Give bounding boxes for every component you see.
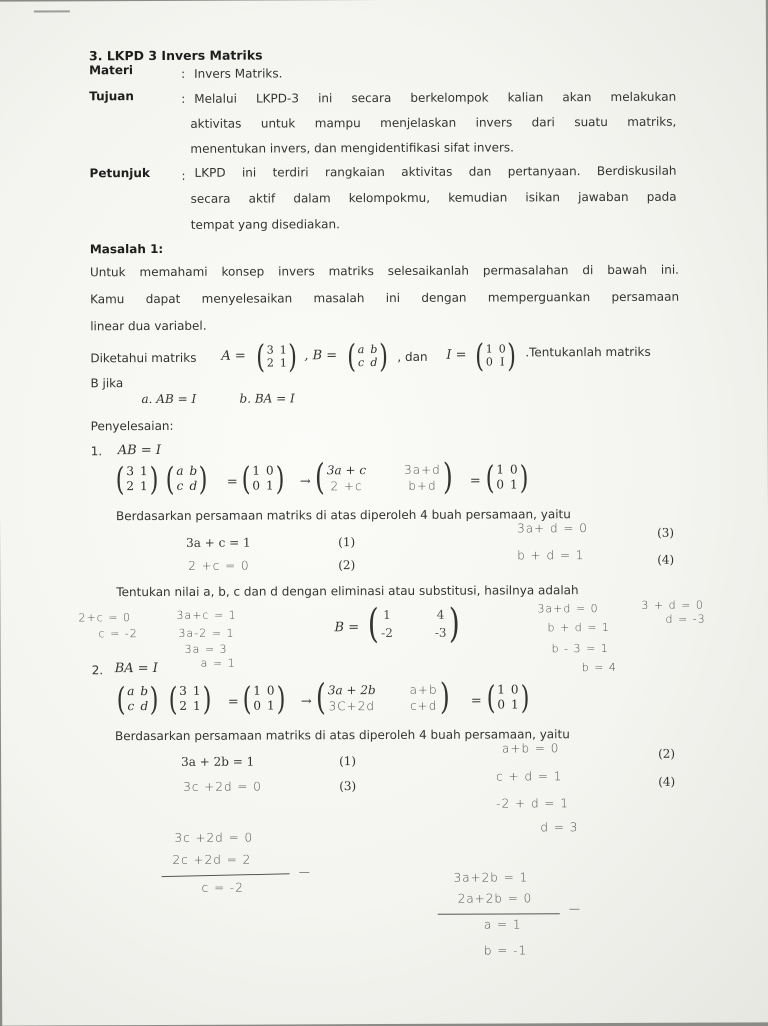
part1-number: 1. — [90, 444, 103, 459]
part2-eq2: a+b = 0 — [502, 741, 560, 756]
work-right-2: d = -3 — [665, 612, 706, 626]
matrix-a: ( 3 1 2 1 ) — [256, 337, 298, 376]
matrix-b: ( a b c d ) — [347, 336, 389, 376]
petunjuk-colon: : — [181, 168, 186, 183]
part1-eq4: b + d = 1 — [517, 548, 585, 563]
part2-statement: BA = I — [114, 660, 158, 677]
petunjuk-line: LKPD ini terdiri rangkaian aktivitas dan pertanyaan. Berdiskusilah — [194, 163, 677, 180]
part1-identity: ( 1 0 0 1 ) — [241, 459, 285, 498]
option-b: b. BA = I — [239, 391, 295, 406]
elim1-op: − — [297, 862, 313, 882]
page-mark — [34, 10, 70, 12]
tujuan-line: menentukan invers, dan mengidentifikasi sifat invers. — [190, 140, 515, 156]
work-right: b = 4 — [581, 660, 617, 675]
given-prefix: Diketahui matriks — [90, 350, 197, 366]
part1-eq2-no: (2) — [338, 558, 356, 573]
petunjuk-line: tempat yang disediakan. — [190, 217, 340, 232]
work-mid: 3a+c = 1 — [176, 608, 237, 622]
elim1-divider — [162, 873, 290, 877]
elim1-result: c = -2 — [201, 880, 244, 895]
part1-result-identity: ( 1 0 0 1 ) — [485, 458, 529, 497]
work-right: 3a+d = 0 — [537, 602, 599, 616]
part1-eq1-no: (1) — [338, 535, 356, 550]
materi-colon: : — [181, 66, 186, 81]
elim2-op: − — [567, 899, 583, 919]
part2-work-right: d = 3 — [540, 820, 579, 835]
part2-work-right: -2 + d = 1 — [496, 796, 569, 811]
part2-equals: = — [227, 694, 239, 710]
work-mid: a = 1 — [200, 656, 236, 670]
work-left: c = -2 — [98, 627, 138, 641]
masalah-line: Kamu dapat menyelesaikan masalah ini dengan memperguankan persamaan — [90, 289, 680, 307]
part2-equals-2: = — [470, 693, 482, 709]
b-result-label: B = — [334, 620, 360, 636]
part1-eq3: 3a+ d = 0 — [517, 521, 588, 536]
given-suffix: .Tentukanlah matriks — [525, 344, 651, 360]
tujuan-line: aktivitas untuk mampu menjelaskan invers dari suatu matriks, — [190, 114, 677, 131]
petunjuk-label: Petunjuk — [89, 166, 150, 181]
part2-eq1-no: (1) — [339, 754, 357, 769]
part2-eq3-no: (3) — [339, 779, 357, 794]
part1-eq1: 3a + c = 1 — [186, 535, 251, 550]
part2-matrix-b: ( a b c d ) — [116, 679, 159, 719]
part2-statement-eqs: Berdasarkan persamaan matriks di atas diperoleh 4 buah persamaan, yaitu — [114, 727, 570, 744]
masalah-line: Untuk memahami konsep invers matriks selesaikanlah permasalahan di bawah ini. — [89, 262, 679, 280]
elim2-line: 2a+2b = 0 — [457, 891, 533, 906]
elim2-line: 3a+2b = 1 — [453, 870, 529, 885]
elim2-divider — [438, 913, 560, 915]
part2-arrow: → — [300, 694, 312, 710]
elim1-line: 3c +2d = 0 — [174, 830, 254, 845]
part2-number: 2. — [91, 663, 104, 678]
work-right: b + d = 1 — [547, 621, 610, 635]
work-mid: 3a = 3 — [184, 642, 228, 656]
petunjuk-line: secara aktif dalam kelompokmu, kemudian isikan jawaban pada — [190, 189, 677, 206]
work-right: b - 3 = 1 — [551, 642, 609, 656]
work-mid: 3a-2 = 1 — [178, 626, 235, 640]
part1-product: ( 3a + c 3a+d 2 +c b+d ) — [314, 456, 453, 499]
materi-label: Materi — [89, 63, 134, 78]
matrix-a-eq: A = — [221, 348, 246, 364]
part2-eq3: 3c +2d = 0 — [183, 779, 262, 794]
elim2-result: a = 1 — [483, 917, 522, 932]
elim2-result: b = -1 — [483, 943, 528, 958]
part1-eq4-no: (4) — [657, 552, 675, 567]
part1-arrow: → — [299, 474, 311, 490]
part2-eq4: c + d = 1 — [496, 769, 563, 784]
part2-eq1: 3a + 2b = 1 — [181, 754, 255, 769]
b-jika: B jika — [90, 376, 124, 391]
part2-eq4-no: (4) — [658, 774, 676, 789]
part1-matrix-a: ( 3 1 2 1 ) — [115, 459, 159, 499]
elim1-line: 2c +2d = 2 — [172, 852, 252, 867]
masalah-heading: Masalah 1: — [89, 241, 164, 257]
matrix-i: ( 1 0 0 I ) — [475, 336, 517, 375]
page-title: 3. LKPD 3 Invers Matriks — [88, 47, 263, 64]
work-left: 2+c = 0 — [78, 611, 131, 625]
tujuan-label: Tujuan — [89, 89, 134, 104]
part2-identity: ( 1 0 0 1 ) — [242, 679, 286, 718]
materi-value: Invers Matriks. — [194, 66, 283, 81]
matrix-i-eq: I = — [446, 347, 467, 363]
work-right-2: 3 + d = 0 — [641, 598, 704, 612]
part1-matrix-b: ( a b c d ) — [165, 459, 208, 498]
part2-result-identity: ( 1 0 0 1 ) — [486, 678, 530, 717]
part1-eq2: 2 +c = 0 — [188, 558, 250, 573]
part1-eq3-no: (3) — [657, 525, 675, 540]
part2-product: ( 3a + 2b a+b 3C+2d c+d ) — [315, 676, 450, 719]
part1-statement-eqs: Berdasarkan persamaan matriks di atas diperoleh 4 buah persamaan, yaitu — [115, 507, 571, 524]
option-a: a. AB = I — [141, 391, 197, 407]
tujuan-line: Melalui LKPD-3 ini secara berkelompok kalian akan melakukan — [194, 89, 677, 106]
part1-task: Tentukan nilai a, b, c dan d dengan eliminasi atau substitusi, hasilnya adalah — [116, 583, 579, 600]
part1-equals-2: = — [469, 473, 481, 489]
part1-equals: = — [226, 474, 238, 490]
b-result-matrix: ( 1 4 -2 -3 ) — [367, 600, 460, 648]
matrix-b-eq: , B = — [304, 348, 338, 364]
penyelesaian-heading: Penyelesaian: — [90, 418, 174, 434]
tujuan-colon: : — [181, 91, 186, 106]
given-dan: , dan — [397, 349, 428, 364]
part1-statement: AB = I — [117, 442, 161, 459]
part2-eq2-no: (2) — [658, 746, 676, 761]
part2-matrix-a: ( 3 1 2 1 ) — [168, 679, 212, 718]
masalah-line: linear dua variabel. — [90, 318, 207, 334]
